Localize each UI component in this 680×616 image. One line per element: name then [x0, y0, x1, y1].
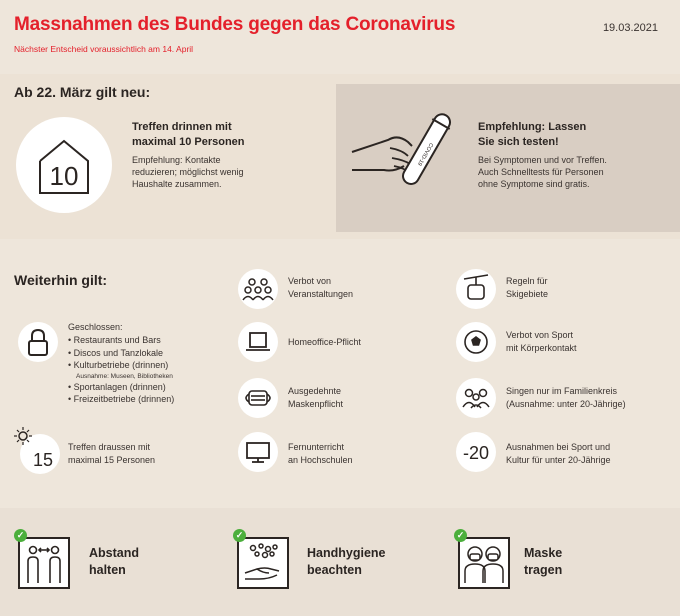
meeting-inside-block [132, 120, 245, 190]
sun-number: 15 [32, 450, 54, 470]
list-item: • Kulturbetriebe (drinnen) [68, 360, 169, 370]
singing-line-2: (Ausnahme: unter 20-Jährige) [506, 399, 626, 409]
meeting-inside-desc-3: Haushalte zusammen. [132, 179, 222, 189]
event-ban-line-2: Veranstaltungen [288, 289, 354, 299]
football-icon [456, 322, 496, 362]
lock-icon [18, 322, 58, 362]
testing-title-1: Empfehlung: Lassen [478, 121, 587, 133]
new-rules-heading: Ab 22. März gilt neu: [14, 84, 151, 100]
mask-icon [238, 378, 278, 418]
house-10-icon [16, 117, 112, 213]
handwash-label-1: Handhygiene [307, 546, 386, 560]
youth-exceptions-line-1: Ausnahmen bei Sport und [506, 442, 611, 452]
distance-label-2: halten [89, 563, 126, 577]
homeoffice-block [288, 336, 361, 349]
test-tube-hand-icon [350, 104, 460, 204]
under-20-text: -20 [462, 443, 490, 463]
ski-rules-line-2: Skigebiete [506, 289, 549, 299]
youth-exceptions-line-2: Kultur für unter 20-Jährige [506, 455, 611, 465]
list-item: • Sportanlagen (drinnen) [68, 381, 166, 392]
list-item: • Restaurants und Bars [68, 335, 161, 345]
mask-label-2: tragen [524, 563, 563, 577]
closed-label: Geschlossen: [68, 322, 123, 332]
still-valid-heading: Weiterhin gilt: [14, 272, 108, 288]
homeoffice-line-1: Homeoffice-Pflicht [288, 337, 361, 347]
check-icon: ✓ [14, 529, 27, 542]
outside-line-2: maximal 15 Personen [68, 455, 156, 465]
publication-date: 19.03.2021 [602, 22, 658, 34]
mask-obligation-block [288, 385, 343, 411]
mask-label-block [524, 545, 562, 579]
distance-label-1: Abstand [89, 546, 139, 560]
handwash-label-2: beachten [307, 563, 362, 577]
mask-people-icon [458, 537, 510, 589]
meeting-inside-desc-1: Empfehlung: Kontakte [132, 155, 221, 165]
list-item: • Freizeitbetriebe (drinnen) [68, 394, 175, 404]
laptop-icon [238, 322, 278, 362]
closed-list-block [68, 321, 174, 406]
house-number: 10 [49, 161, 79, 191]
meeting-inside-desc-2: reduzieren; möglichst wenig [132, 167, 244, 177]
mask-obligation-line-2: Maskenpflicht [288, 399, 344, 409]
remote-learning-line-2: an Hochschulen [288, 455, 353, 465]
mask-label-1: Maske [524, 546, 563, 560]
testing-desc-1: Bei Symptomen und vor Treffen. [478, 155, 607, 165]
sun-15-icon [10, 424, 62, 476]
distance-icon [18, 537, 70, 589]
under-20-icon [456, 432, 496, 472]
meeting-inside-title-1: Treffen drinnen mit [132, 121, 232, 133]
remote-learning-line-1: Fernunterricht [288, 442, 345, 452]
testing-desc-3: ohne Symptome sind gratis. [478, 179, 590, 189]
youth-exceptions-block [506, 441, 611, 467]
outside-line-1: Treffen draussen mit [68, 442, 151, 452]
page-title: Massnahmen des Bundes gegen das Coronavirus [14, 14, 456, 35]
gondola-icon [456, 269, 496, 309]
contact-sport-block [506, 329, 577, 355]
distance-label-block [89, 545, 139, 579]
handwash-label-block [307, 545, 386, 579]
contact-sport-line-1: Verbot von Sport [506, 330, 574, 340]
monitor-icon [238, 432, 278, 472]
list-item-note: Ausnahme: Museen, Bibliotheken [76, 372, 173, 380]
testing-title-2: Sie sich testen! [478, 136, 559, 148]
outside-meeting-block [68, 441, 155, 467]
check-icon: ✓ [233, 529, 246, 542]
ski-rules-line-1: Regeln für [506, 276, 548, 286]
singing-line-1: Singen nur im Familienkreis [506, 386, 618, 396]
testing-block [478, 120, 607, 190]
event-ban-block [288, 275, 353, 301]
singing-block [506, 385, 626, 411]
remote-learning-block [288, 441, 353, 467]
handwash-icon [237, 537, 289, 589]
list-item: • Discos und Tanzlokale [68, 347, 164, 358]
closed-list [68, 334, 174, 406]
meeting-inside-title-2: maximal 10 Personen [132, 136, 245, 148]
check-icon: ✓ [454, 529, 467, 542]
crowd-icon [238, 269, 278, 309]
mask-obligation-line-1: Ausgedehnte [288, 386, 342, 396]
family-icon [456, 378, 496, 418]
test-tube-label: COVID-19 [415, 141, 434, 167]
contact-sport-line-2: mit Körperkontakt [506, 343, 577, 353]
ski-rules-block [506, 275, 548, 301]
page-subtitle: Nächster Entscheid voraussichtlich am 14. April [14, 44, 194, 54]
testing-desc-2: Auch Schnelltests für Personen [478, 167, 604, 177]
event-ban-line-1: Verbot von [288, 276, 332, 286]
